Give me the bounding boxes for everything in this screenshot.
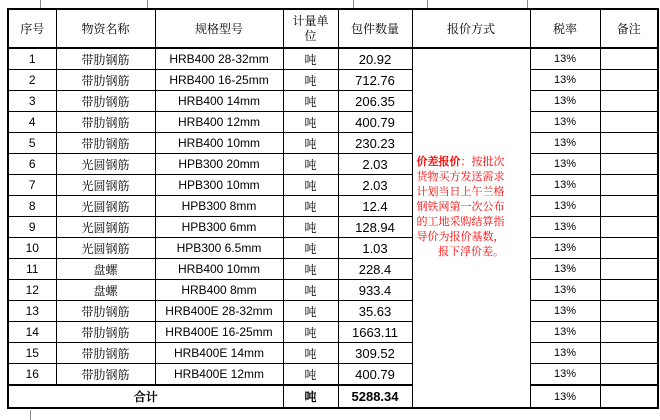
cell-unit[interactable]: 吨 — [283, 238, 338, 259]
table-row — [8, 301, 658, 322]
cell-no[interactable]: 1 — [8, 48, 56, 70]
cell-no[interactable]: 15 — [8, 343, 56, 364]
cell-unit[interactable]: 吨 — [283, 196, 338, 217]
cell-material-name[interactable]: 光圆钢筋 — [56, 196, 155, 217]
cell-qty[interactable]: 400.79 — [338, 364, 412, 386]
table-row — [8, 112, 658, 133]
cell-no[interactable]: 11 — [8, 259, 56, 280]
cell-no[interactable]: 12 — [8, 280, 56, 301]
cell-material-name[interactable]: 带肋钢筋 — [56, 70, 155, 91]
cell-tax-rate[interactable]: 13% — [530, 154, 600, 175]
cell-tax-rate[interactable]: 13% — [530, 322, 600, 343]
excel-gridline-stub — [147, 0, 148, 8]
cell-remark[interactable] — [600, 112, 658, 133]
cell-remark[interactable] — [600, 175, 658, 196]
cell-unit[interactable]: 吨 — [283, 112, 338, 133]
cell-qty[interactable]: 206.35 — [338, 91, 412, 112]
cell-unit[interactable]: 吨 — [283, 70, 338, 91]
table-row — [8, 133, 658, 154]
cell-spec[interactable]: HRB400E 12mm — [155, 364, 283, 386]
table-row — [8, 196, 658, 217]
table-row — [8, 322, 658, 343]
cell-material-name[interactable]: 带肋钢筋 — [56, 133, 155, 154]
cell-material-name[interactable]: 光圆钢筋 — [56, 238, 155, 259]
excel-gridline-stub — [353, 0, 354, 8]
cell-spec[interactable]: HPB300 8mm — [155, 196, 283, 217]
cell-unit[interactable]: 吨 — [283, 175, 338, 196]
cell-qty[interactable]: 1.03 — [338, 238, 412, 259]
cell-spec[interactable]: HRB400 8mm — [155, 280, 283, 301]
cell-qty[interactable]: 128.94 — [338, 217, 412, 238]
total-unit-cell[interactable]: 吨 — [283, 385, 338, 408]
cell-no[interactable]: 3 — [8, 91, 56, 112]
cell-spec[interactable]: HRB400 14mm — [155, 91, 283, 112]
cell-unit[interactable]: 吨 — [283, 301, 338, 322]
cell-spec[interactable]: HRB400 28-32mm — [155, 48, 283, 70]
cell-remark[interactable] — [600, 91, 658, 112]
cell-no[interactable]: 9 — [8, 217, 56, 238]
col-header-index[interactable]: 序号 — [8, 9, 56, 48]
cell-qty[interactable]: 309.52 — [338, 343, 412, 364]
cell-spec[interactable]: HPB300 6mm — [155, 217, 283, 238]
table-row — [8, 238, 658, 259]
cell-unit[interactable]: 吨 — [283, 343, 338, 364]
cell-qty[interactable]: 712.76 — [338, 70, 412, 91]
cell-qty[interactable]: 2.03 — [338, 154, 412, 175]
cell-qty[interactable]: 1663.11 — [338, 322, 412, 343]
cell-qty[interactable]: 230.23 — [338, 133, 412, 154]
table-row — [8, 280, 658, 301]
cell-material-name[interactable]: 盘螺 — [56, 280, 155, 301]
cell-tax-rate[interactable]: 13% — [530, 364, 600, 386]
cell-tax-rate[interactable]: 13% — [530, 196, 600, 217]
table-row — [8, 175, 658, 196]
cell-tax-rate[interactable]: 13% — [530, 133, 600, 154]
table-row — [8, 343, 658, 364]
quote-method-text: 价差报价：按批次 货物买方发送需求 计划当日上午兰格 钢铁网第一次公布 的工地采购结算指 导价为报价基数， 报下浮价差。 — [416, 155, 505, 258]
cell-tax-rate[interactable]: 13% — [530, 48, 600, 70]
cell-tax-rate[interactable]: 13% — [530, 343, 600, 364]
col-header-unit-label: 计量单位 — [292, 13, 329, 43]
excel-gridline-stub — [527, 0, 528, 8]
excel-gridline-stub — [427, 0, 428, 8]
cell-material-name[interactable]: 盘螺 — [56, 259, 155, 280]
cell-qty[interactable]: 933.4 — [338, 280, 412, 301]
total-row — [8, 385, 658, 408]
cell-spec[interactable]: HRB400 12mm — [155, 112, 283, 133]
cell-no[interactable]: 7 — [8, 175, 56, 196]
cell-qty[interactable]: 2.03 — [338, 175, 412, 196]
cell-unit[interactable]: 吨 — [283, 322, 338, 343]
cell-remark[interactable] — [600, 343, 658, 364]
cell-material-name[interactable]: 带肋钢筋 — [56, 91, 155, 112]
cell-no[interactable]: 5 — [8, 133, 56, 154]
cell-spec[interactable]: HRB400 16-25mm — [155, 70, 283, 91]
cell-material-name[interactable]: 带肋钢筋 — [56, 301, 155, 322]
cell-unit[interactable]: 吨 — [283, 154, 338, 175]
cell-material-name[interactable]: 带肋钢筋 — [56, 322, 155, 343]
cell-no[interactable]: 13 — [8, 301, 56, 322]
cell-no[interactable]: 4 — [8, 112, 56, 133]
col-header-tax-rate[interactable]: 税率 — [530, 9, 600, 48]
cell-unit[interactable]: 吨 — [283, 259, 338, 280]
col-header-package-qty[interactable]: 包件数量 — [338, 9, 412, 48]
table-row — [8, 48, 658, 70]
cell-unit[interactable]: 吨 — [283, 48, 338, 70]
table-header-row — [8, 9, 658, 48]
cell-no[interactable]: 6 — [8, 154, 56, 175]
cell-remark[interactable] — [600, 48, 658, 70]
table-row — [8, 364, 658, 386]
table-row — [8, 154, 658, 175]
table-row — [8, 259, 658, 280]
quote-method-emphasis: 价差报价 — [416, 155, 461, 168]
quotation-table — [7, 8, 659, 409]
cell-unit[interactable]: 吨 — [283, 364, 338, 386]
col-header-quote-method[interactable]: 报价方式 — [412, 9, 530, 48]
cell-unit[interactable]: 吨 — [283, 91, 338, 112]
cell-material-name[interactable]: 带肋钢筋 — [56, 48, 155, 70]
cell-no[interactable]: 8 — [8, 196, 56, 217]
cell-qty[interactable]: 12.4 — [338, 196, 412, 217]
total-label-cell[interactable]: 合计 — [8, 385, 283, 408]
cell-no[interactable]: 2 — [8, 70, 56, 91]
cell-material-name[interactable]: 带肋钢筋 — [56, 112, 155, 133]
total-qty-cell[interactable]: 5288.34 — [338, 385, 412, 408]
cell-tax-rate[interactable]: 13% — [530, 259, 600, 280]
cell-spec[interactable]: HPB300 10mm — [155, 175, 283, 196]
cell-remark[interactable] — [600, 133, 658, 154]
cell-remark[interactable] — [600, 301, 658, 322]
cell-tax-rate[interactable]: 13% — [530, 112, 600, 133]
cell-unit[interactable]: 吨 — [283, 133, 338, 154]
cell-qty[interactable]: 35.63 — [338, 301, 412, 322]
cell-tax-rate[interactable]: 13% — [530, 280, 600, 301]
cell-no[interactable]: 10 — [8, 238, 56, 259]
table-row — [8, 70, 658, 91]
col-header-material-name[interactable]: 物资名称 — [56, 9, 155, 48]
cell-tax-rate[interactable]: 13% — [530, 70, 600, 91]
cell-remark[interactable] — [600, 322, 658, 343]
cell-material-name[interactable]: 光圆钢筋 — [56, 217, 155, 238]
cell-qty[interactable]: 228.4 — [338, 259, 412, 280]
quote-method-cell[interactable] — [412, 48, 530, 408]
cell-spec[interactable]: HPB300 6.5mm — [155, 238, 283, 259]
cell-material-name[interactable]: 带肋钢筋 — [56, 343, 155, 364]
cell-remark[interactable] — [600, 238, 658, 259]
col-header-spec-model[interactable]: 规格型号 — [155, 9, 283, 48]
cell-tax-rate[interactable]: 13% — [530, 217, 600, 238]
cell-unit[interactable]: 吨 — [283, 217, 338, 238]
cell-material-name[interactable]: 光圆钢筋 — [56, 175, 155, 196]
cell-spec[interactable]: HRB400 10mm — [155, 133, 283, 154]
cell-no[interactable]: 16 — [8, 364, 56, 386]
cell-spec[interactable]: HPB300 20mm — [155, 154, 283, 175]
cell-qty[interactable]: 400.79 — [338, 112, 412, 133]
cell-tax-rate[interactable]: 13% — [530, 175, 600, 196]
cell-remark[interactable] — [600, 364, 658, 386]
total-remark-cell[interactable] — [600, 385, 658, 408]
cell-remark[interactable] — [600, 280, 658, 301]
table-row — [8, 91, 658, 112]
cell-material-name[interactable]: 带肋钢筋 — [56, 364, 155, 386]
cell-material-name[interactable]: 光圆钢筋 — [56, 154, 155, 175]
cell-remark[interactable] — [600, 259, 658, 280]
excel-gridline-stub — [40, 0, 41, 8]
excel-gridline-stub-bottom — [30, 410, 31, 420]
cell-tax-rate[interactable]: 13% — [530, 91, 600, 112]
cell-remark[interactable] — [600, 154, 658, 175]
cell-unit[interactable]: 吨 — [283, 280, 338, 301]
cell-remark[interactable] — [600, 70, 658, 91]
cell-spec[interactable]: HRB400E 28-32mm — [155, 301, 283, 322]
cell-qty[interactable]: 20.92 — [338, 48, 412, 70]
cell-no[interactable]: 14 — [8, 322, 56, 343]
col-header-unit[interactable] — [283, 9, 338, 48]
total-tax-cell[interactable]: 13% — [530, 385, 600, 408]
table-row — [8, 217, 658, 238]
cell-spec[interactable]: HRB400 10mm — [155, 259, 283, 280]
cell-tax-rate[interactable]: 13% — [530, 238, 600, 259]
col-header-remark[interactable]: 备注 — [600, 9, 658, 48]
cell-tax-rate[interactable]: 13% — [530, 301, 600, 322]
cell-remark[interactable] — [600, 196, 658, 217]
cell-remark[interactable] — [600, 217, 658, 238]
cell-spec[interactable]: HRB400E 16-25mm — [155, 322, 283, 343]
cell-spec[interactable]: HRB400E 14mm — [155, 343, 283, 364]
